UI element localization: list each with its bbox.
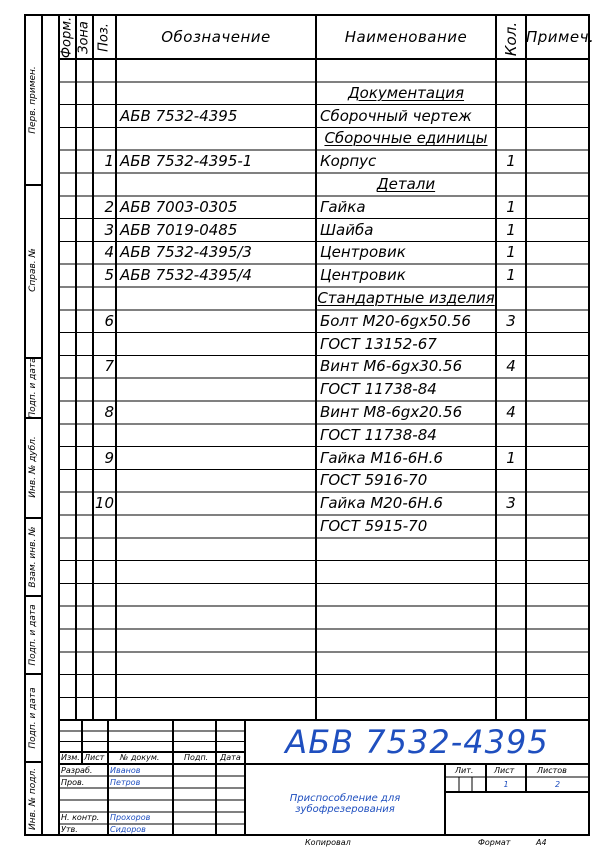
side-label-podp-data-3: Подп. и дата	[28, 687, 38, 749]
row-designation: АБВ 7532-4395	[120, 106, 238, 125]
tb-col-sign: Подп.	[184, 753, 209, 762]
row-name: Болт М20-6gx50.56	[320, 311, 471, 330]
section-row	[0, 82, 604, 105]
table-row	[0, 378, 604, 401]
row-name: ГОСТ 13152-67	[320, 334, 437, 353]
row-name: Центровик	[320, 266, 406, 285]
row-pos: 4	[104, 243, 114, 262]
side-label-sprav: Справ. №	[28, 248, 38, 292]
row-pos: 2	[104, 197, 114, 216]
doc-number: АБВ 7532-4395	[285, 723, 549, 761]
tb-col-izm: Изм.	[61, 753, 80, 762]
row-pos: 5	[104, 266, 114, 285]
format-value: А4	[536, 838, 547, 847]
row-qty: 1	[506, 448, 516, 467]
row-name: Сборочный чертеж	[320, 106, 472, 125]
table-row	[0, 447, 604, 470]
tb-person-prov: Петров	[110, 778, 141, 787]
side-label-podp-data-1: Подп. и дата	[28, 357, 38, 419]
row-qty: 1	[506, 243, 516, 262]
row-pos: 8	[104, 403, 114, 421]
table-row	[0, 196, 604, 219]
row-pos: 1	[104, 152, 114, 171]
section-title: Сборочные единицы	[324, 129, 488, 148]
tb-col-doc-no: № докум.	[120, 753, 160, 762]
tb-sheets-value: 2	[554, 780, 561, 789]
table-row	[0, 355, 604, 378]
row-name: ГОСТ 5916-70	[320, 471, 428, 490]
table-row	[0, 401, 604, 424]
section-title: Стандартные изделия	[317, 289, 495, 307]
header-pos: Поз.	[96, 23, 112, 52]
header-zone: Зона	[76, 21, 92, 54]
tb-role-prov: Пров.	[61, 778, 85, 787]
row-pos: 7	[104, 357, 114, 376]
row-qty: 3	[506, 311, 516, 330]
row-name: Шайба	[320, 220, 374, 239]
row-qty: 4	[506, 403, 516, 421]
section-row	[0, 127, 604, 150]
header-format: Форм.	[59, 16, 75, 59]
row-qty: 4	[506, 357, 516, 376]
tb-person-utv: Сидоров	[110, 825, 146, 834]
table-row	[0, 219, 604, 242]
section-title: Детали	[376, 175, 436, 193]
row-designation: АБВ 7532-4395/3	[120, 243, 252, 262]
tb-sheets-label: Листов	[537, 766, 567, 775]
row-designation: АБВ 7019-0485	[120, 220, 238, 239]
table-row	[0, 424, 604, 447]
tb-person-razrab: Иванов	[110, 766, 141, 775]
table-row	[0, 492, 604, 515]
row-name: ГОСТ 11738-84	[320, 380, 437, 399]
row-pos: 10	[94, 494, 114, 513]
row-name: Гайка	[320, 197, 366, 216]
row-qty: 3	[506, 494, 516, 513]
header-note: Примеч.	[526, 28, 595, 46]
tb-sheet-value: 1	[503, 780, 509, 789]
table-row	[0, 515, 604, 538]
row-qty: 1	[506, 220, 516, 239]
side-label-inv-dubl: Инв. № дубл.	[28, 436, 38, 498]
row-name: Гайка М16-6H.6	[320, 448, 443, 467]
side-label-podp-data-2: Подп. и дата	[28, 604, 38, 666]
doc-title: Приспособление для зубофрезерования	[289, 793, 401, 815]
tb-role-razrab: Разраб.	[61, 766, 93, 775]
row-pos: 6	[104, 311, 114, 330]
table-row	[0, 105, 604, 128]
table-row	[0, 264, 604, 287]
header-name: Наименование	[344, 28, 468, 46]
row-qty: 1	[506, 197, 516, 216]
table-row	[0, 150, 604, 173]
row-pos: 9	[104, 448, 114, 467]
copied-label: Копировал	[305, 838, 351, 847]
table-row	[0, 310, 604, 333]
side-label-perv-primen: Перв. примен.	[28, 66, 38, 134]
row-qty: 1	[506, 266, 516, 285]
row-name: Центровик	[320, 243, 406, 262]
tb-person-nkontr: Прохоров	[110, 813, 151, 822]
tb-col-date: Дата	[220, 753, 241, 762]
row-name: Гайка М20-6H.6	[320, 494, 443, 513]
tb-role-nkontr: Н. контр.	[61, 813, 100, 822]
row-name: Винт М8-6gx20.56	[320, 403, 463, 421]
section-row	[0, 173, 604, 196]
header-qty: Кол.	[502, 21, 520, 57]
side-label-inv-podl: Инв. № подл.	[28, 767, 38, 831]
format-label: Формат	[478, 838, 511, 847]
table-row	[0, 241, 604, 264]
tb-sheet-label: Лист	[494, 766, 515, 775]
row-pos: 3	[104, 220, 114, 239]
row-designation: АБВ 7532-4395/4	[120, 266, 252, 285]
row-name: Винт М6-6gx30.56	[320, 357, 463, 376]
row-qty: 1	[506, 152, 516, 171]
header-designation: Обозначение	[161, 28, 271, 46]
row-designation: АБВ 7532-4395-1	[120, 152, 253, 171]
section-row	[0, 287, 604, 310]
row-name: ГОСТ 11738-84	[320, 425, 437, 444]
side-label-vzam-inv: Взам. инв. №	[28, 526, 38, 588]
row-name: Корпус	[320, 152, 377, 171]
tb-role-utv: Утв.	[61, 825, 78, 834]
tb-col-list: Лист	[84, 753, 105, 762]
row-designation: АБВ 7003-0305	[120, 197, 238, 216]
table-row	[0, 469, 604, 492]
tb-lit-label: Лит.	[455, 766, 474, 775]
section-title: Документация	[347, 83, 465, 102]
table-row	[0, 333, 604, 356]
row-name: ГОСТ 5915-70	[320, 517, 428, 535]
